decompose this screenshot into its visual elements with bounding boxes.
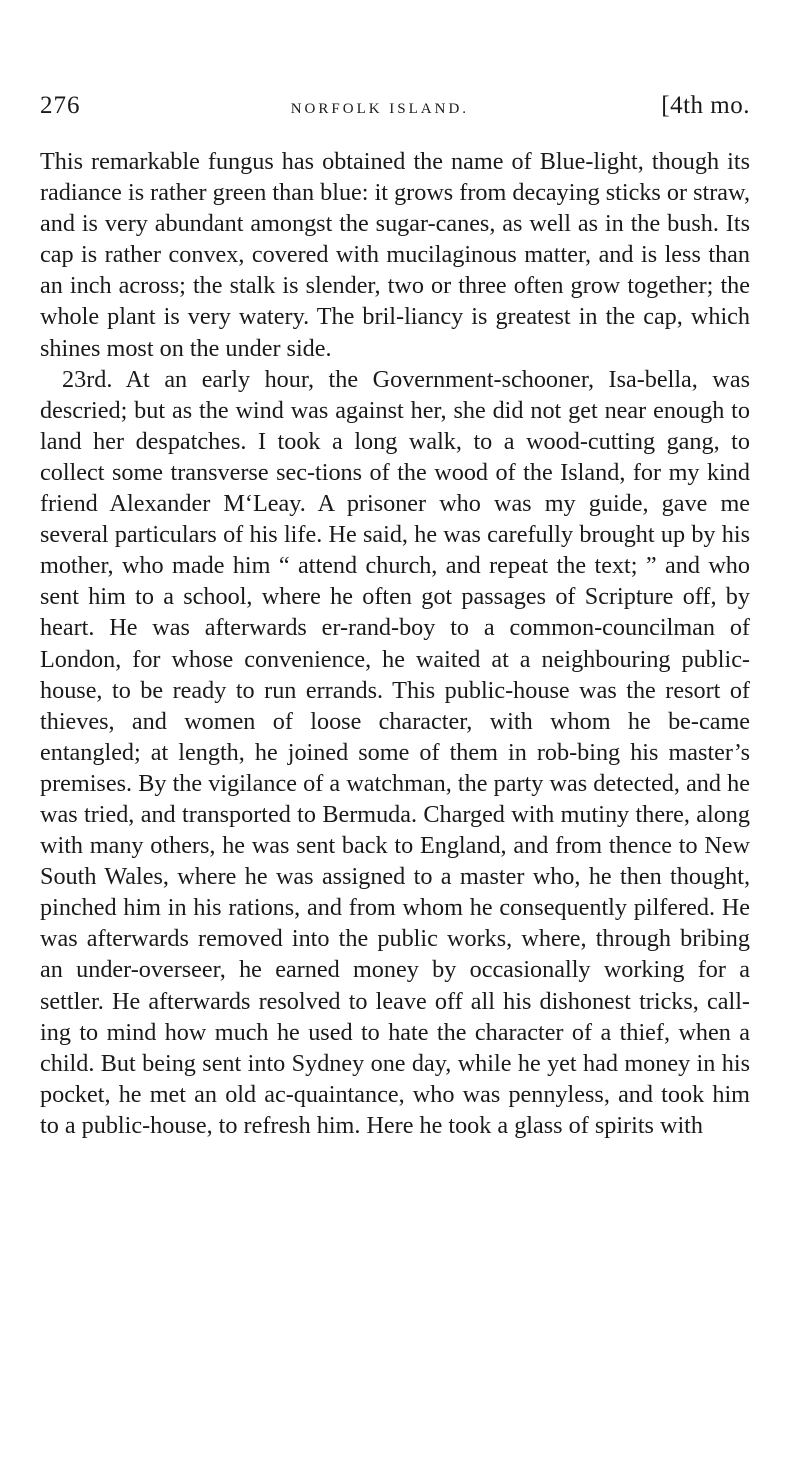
- paragraph-23rd-entry: 23rd. At an early hour, the Government-schooner, Isa-bella, was descried; but as the wind was against her, she did not get near enough to land her despatches. I took a long walk, to a wood-cutting gang, to collect some transverse sec-tions of the wood of the Island, for my kind friend Alexander M‘Leay. A prisoner who was my guide, gave me several particulars of his life. He said, he was carefully brought up by his mother, who made him “ attend church, and repeat the text; ” and who sent him to a school, where he often got passages of Scripture off, by heart. He was afterwards er-rand-boy to a common-councilman of London, for whose convenience, he waited at a neighbouring public-house, to be ready to run errands. This public-house was the resort of thieves, and women of loose character, with whom he be-came entangled; at length, he joined some of them in rob-bing his master’s premises. By the vigilance of a watchman, the party was detected, and he was tried, and transported to Bermuda. Charged with mutiny there, along with many others, he was sent back to England, and from thence to New South Wales, where he was assigned to a master who, he then thought, pinched him in his rations, and from whom he consequently pilfered. He was afterwards removed into the public works, where, through bribing an under-overseer, he earned money by occasionally working for a settler. He afterwards resolved to leave off all his dishonest tricks, call-ing to mind how much he used to hate the character of a thief, when a child. But being sent into Sydney one day, while he yet had money in his pocket, he met an old ac-quaintance, who was pennyless, and took him to a public-house, to refresh him. Here he took a glass of spirits with: [40, 365, 750, 1139]
- body-text: [40, 146, 750, 1141]
- section-marker: [4th mo.: [661, 92, 750, 119]
- page-number: 276: [40, 92, 81, 119]
- running-header: [40, 92, 750, 132]
- running-title: NORFOLK ISLAND.: [290, 101, 470, 117]
- book-page: [40, 92, 750, 1141]
- paragraph-fungus-description: This remarkable fungus has obtained the name of Blue-light, though its radiance is rather green than blue: it grows from decaying sticks or straw, and is very abundant amongst the sugar-canes, as well as in the bush. Its cap is rather convex, covered with mucilaginous matter, and is less than an inch across; the stalk is slender, two or three often grow together; the whole plant is very watery. The bril-liancy is greatest in the cap, which shines most on the under side.: [40, 148, 750, 362]
